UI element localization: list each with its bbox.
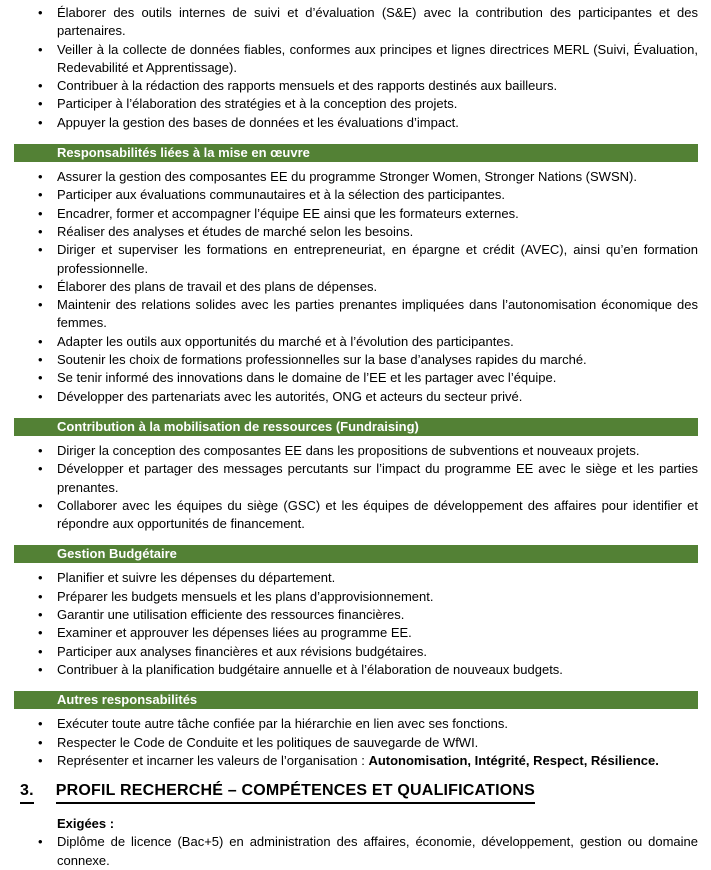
list-item: • Diriger et superviser les formations en entrepreneuriat, en épargne et crédit (AVEC), ainsi qu’en formation professionnelle. — [14, 241, 698, 278]
list-item: • Examiner et approuver les dépenses liées au programme EE. — [14, 624, 698, 642]
required-qualifications-subheading: Exigées : — [57, 816, 115, 832]
list-item: • Réaliser des analyses et études de marché selon les besoins. — [14, 223, 698, 241]
list-item: • Garantir une utilisation efficiente des ressources financières. — [14, 606, 698, 624]
list-item: • Participer aux évaluations communautaires et à la sélection des participantes. — [14, 186, 698, 204]
intro-bullet-list — [14, 4, 698, 132]
list-item: • Participer aux analyses financières et aux révisions budgétaires. — [14, 643, 698, 661]
list-item: • Assurer la gestion des composantes EE du programme Stronger Women, Stronger Nations (SWSN). — [14, 168, 698, 186]
list-item: • Développer et partager des messages percutants sur l’impact du programme EE avec le siège et les parties prenantes. — [14, 460, 698, 497]
list-item: • Élaborer des outils internes de suivi et d’évaluation (S&E) avec la contribution des participantes et des partenaires. — [14, 4, 698, 41]
list-item: • Respecter le Code de Conduite et les politiques de sauvegarde de WfWI. — [14, 734, 698, 752]
list-item: • Soutenir les choix de formations professionnelles sur la base d’analyses rapides du marché. — [14, 351, 698, 369]
list-item: • Collaborer avec les équipes du siège (GSC) et les équipes de développement des affaires pour identifier et répondre aux opportunités de financement. — [14, 497, 698, 534]
section-header-mise-en-oeuvre: Responsabilités liées à la mise en œuvre — [14, 144, 698, 162]
list-item: • Contribuer à la planification budgétaire annuelle et à l’élaboration de nouveaux budgets. — [14, 661, 698, 679]
section-header-fundraising: Contribution à la mobilisation de ressources (Fundraising) — [14, 418, 698, 436]
heading-title: PROFIL RECHERCHÉ – COMPÉTENCES ET QUALIFICATIONS — [56, 781, 535, 804]
list-item: • Élaborer des plans de travail et des plans de dépenses. — [14, 278, 698, 296]
list-item: • Préparer les budgets mensuels et les plans d’approvisionnement. — [14, 588, 698, 606]
qualifications-bullet-list — [14, 833, 698, 870]
list-item: • Veiller à la collecte de données fiables, conformes aux principes et lignes directrices MERL (Suivi, Évaluation, Redevabilité et Apprentissage). — [14, 41, 698, 78]
gestion-budgetaire-bullet-list — [14, 569, 698, 679]
list-item: • Diplôme de licence (Bac+5) en administration des affaires, économie, développement, gestion ou domaine connexe. — [14, 833, 698, 870]
values-statement-text: Représenter et incarner les valeurs de l’organisation : — [57, 752, 369, 768]
section-header-autres-responsabilites: Autres responsabilités — [14, 691, 698, 709]
fundraising-bullet-list — [14, 442, 698, 533]
list-item — [14, 752, 698, 770]
list-item: • Diriger la conception des composantes EE dans les propositions de subventions et nouveaux projets. — [14, 442, 698, 460]
heading-number: 3. — [20, 781, 34, 804]
list-item: • Participer à l’élaboration des stratégies et à la conception des projets. — [14, 95, 698, 113]
list-item: • Encadrer, former et accompagner l’équipe EE ainsi que les formateurs externes. — [14, 205, 698, 223]
list-item: • Développer des partenariats avec les autorités, ONG et acteurs du secteur privé. — [14, 388, 698, 406]
list-item: • Appuyer la gestion des bases de données et les évaluations d’impact. — [14, 114, 698, 132]
list-item: • Planifier et suivre les dépenses du département. — [14, 569, 698, 587]
list-item: • Maintenir des relations solides avec les parties prenantes impliquées dans l’autonomisation économique des femmes. — [14, 296, 698, 333]
mise-en-oeuvre-bullet-list — [14, 168, 698, 406]
profile-section-heading — [20, 781, 698, 804]
list-item: • Se tenir informé des innovations dans le domaine de l’EE et les partager avec l’équipe. — [14, 369, 698, 387]
list-item: • Exécuter toute autre tâche confiée par la hiérarchie en lien avec ses fonctions. — [14, 715, 698, 733]
list-item: • Contribuer à la rédaction des rapports mensuels et des rapports destinés aux bailleurs. — [14, 77, 698, 95]
organization-values: Autonomisation, Intégrité, Respect, Résilience. — [368, 752, 659, 768]
autres-responsabilites-bullet-list — [14, 715, 698, 770]
section-header-gestion-budgetaire: Gestion Budgétaire — [14, 545, 698, 563]
list-item: • Adapter les outils aux opportunités du marché et à l’évolution des participantes. — [14, 333, 698, 351]
